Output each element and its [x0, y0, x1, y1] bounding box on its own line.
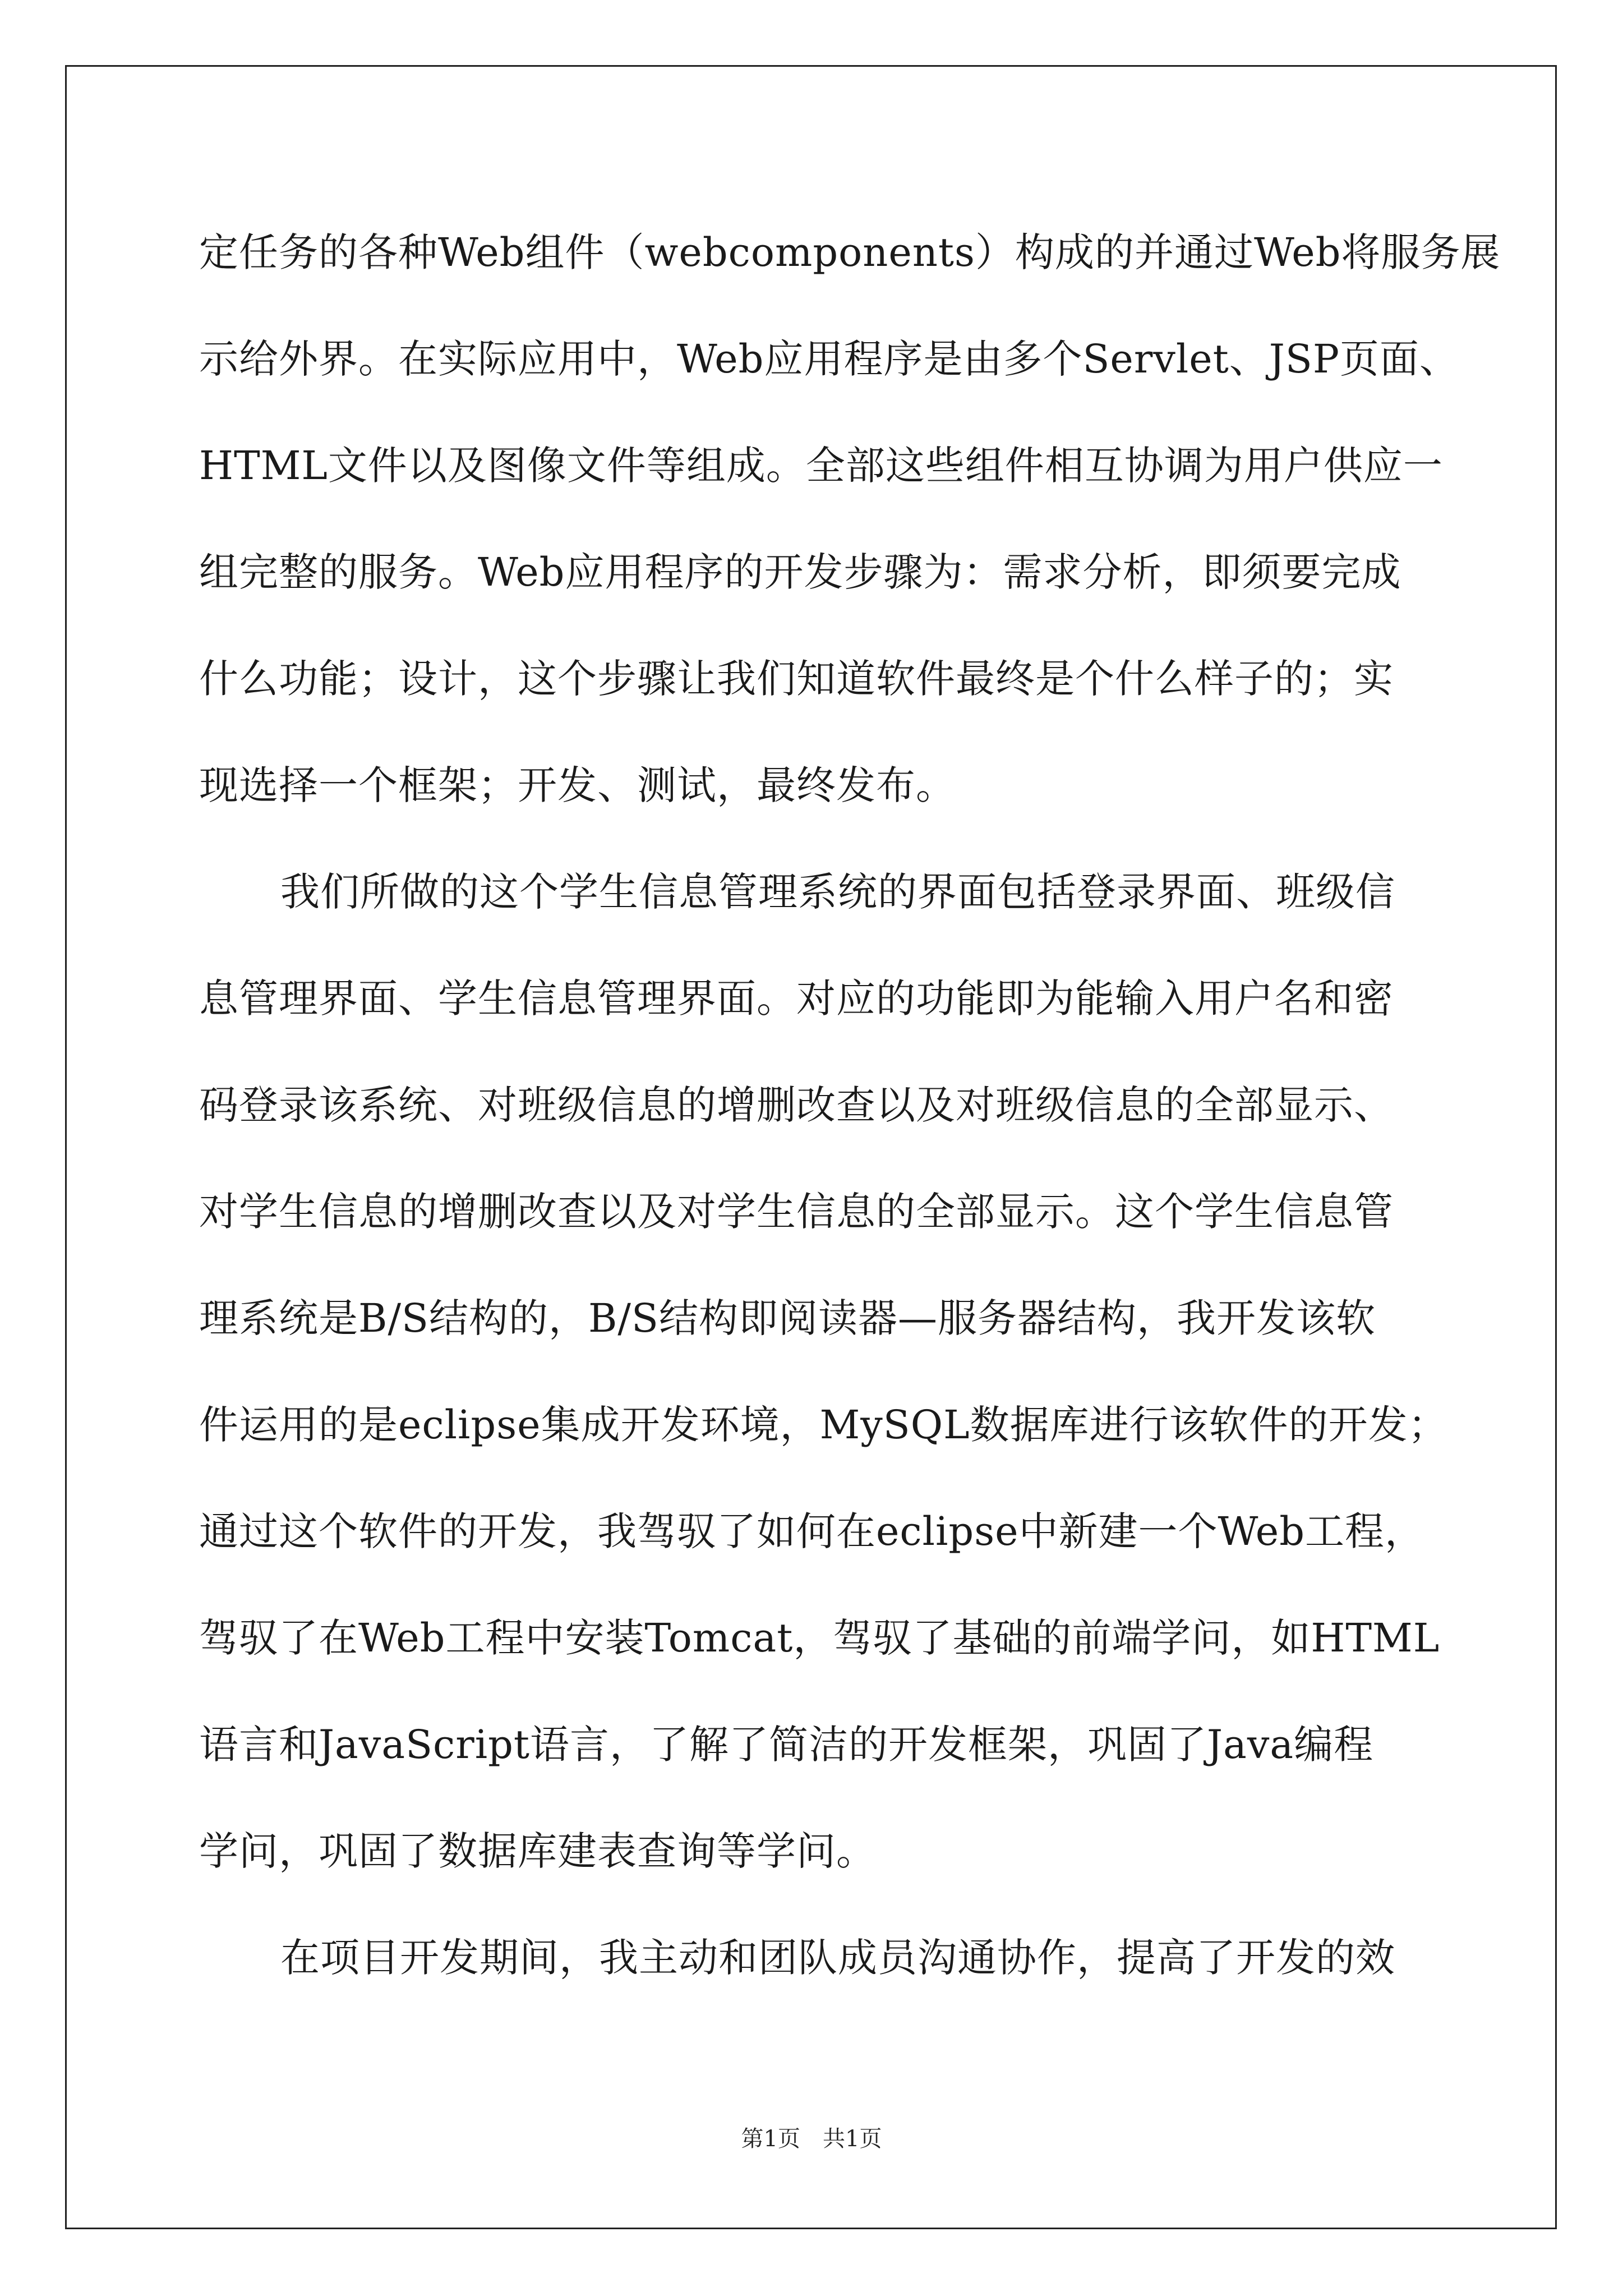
- text-line: 定任务的各种Web组件（webcomponents）构成的并通过Web将服务展: [199, 229, 1501, 275]
- text-line: 现选择一个框架；开发、测试，最终发布。: [199, 762, 956, 808]
- text-line: 对学生信息的增删改查以及对学生信息的全部显示。这个学生信息管: [199, 1189, 1394, 1235]
- text-line: 理系统是B/S结构的，B/S结构即阅读器—服务器结构，我开发该软: [199, 1295, 1376, 1341]
- text-line: 学问，巩固了数据库建表查询等学问。: [199, 1828, 876, 1874]
- paragraph-first-line: 在项目开发期间，我主动和团队成员沟通协作，提高了开发的效: [280, 1935, 1395, 1981]
- text-line: 通过这个软件的开发，我驾驭了如何在eclipse中新建一个Web工程，: [199, 1508, 1425, 1554]
- text-line: 什么功能；设计，这个步骤让我们知道软件最终是个什么样子的；实: [199, 656, 1394, 702]
- text-line: 示给外界。在实际应用中，Web应用程序是由多个Servlet、JSP页面、: [199, 336, 1459, 382]
- text-line: 件运用的是eclipse集成开发环境，MySQL数据库进行该软件的开发；: [199, 1402, 1448, 1448]
- page-footer: [0, 2125, 1623, 2153]
- text-line: 语言和JavaScript语言，了解了简洁的开发框架，巩固了Java编程: [199, 1722, 1374, 1768]
- page-number: 第1页: [741, 2126, 800, 2152]
- page-total: 共1页: [823, 2126, 882, 2152]
- text-line: HTML文件以及图像文件等组成。全部这些组件相互协调为用户供应一: [199, 443, 1443, 489]
- paragraph-first-line: 我们所做的这个学生信息管理系统的界面包括登录界面、班级信: [280, 869, 1395, 915]
- text-line: 组完整的服务。Web应用程序的开发步骤为：需求分析，即须要完成: [199, 549, 1401, 595]
- text-line: 驾驭了在Web工程中安装Tomcat，驾驭了基础的前端学问，如HTML: [199, 1615, 1440, 1661]
- page-border: [65, 65, 1557, 2229]
- text-line: 码登录该系统、对班级信息的增删改查以及对班级信息的全部显示、: [199, 1082, 1394, 1128]
- text-line: 息管理界面、学生信息管理界面。对应的功能即为能输入用户名和密: [199, 976, 1394, 1022]
